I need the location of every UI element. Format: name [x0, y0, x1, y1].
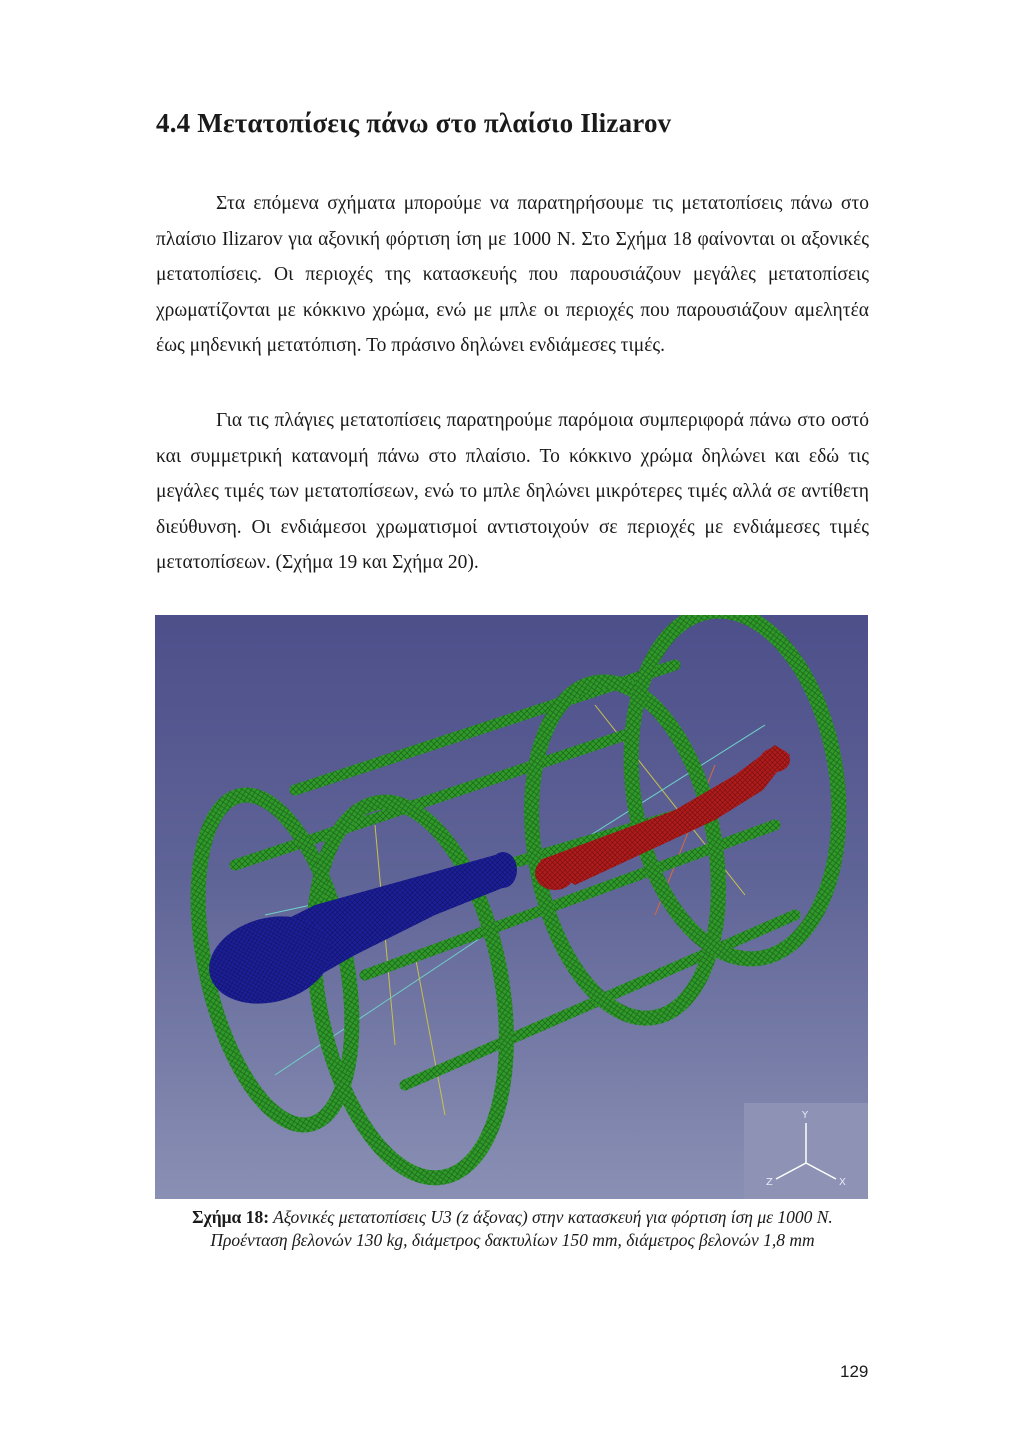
- caption-text: Αξονικές μετατοπίσεις U3 (z άξονας) στην κατασκευή για φόρτιση ίση με 1000 N. Προένταση βελονών 130 kg, διάμετρος δακτυλίων 150 mm, διάμετρος βελονών 1,8 mm: [210, 1207, 833, 1250]
- axis-triad: [744, 1103, 868, 1199]
- figure-ilizarov-displacement: [155, 615, 868, 1199]
- page-number: 129: [840, 1362, 869, 1381]
- axis-label-z: Z: [766, 1177, 773, 1188]
- paragraph-2: Για τις πλάγιες μετατοπίσεις παρατηρούμε παρόμοια συμπεριφορά πάνω στο οστό και συμμετρική κατανομή πάνω στο πλαίσιο. Το κόκκινο χρώμα δηλώνει και εδώ τις μεγάλες τιμές των μετατοπίσεων, ενώ το μπλε δηλώνει μικρότερες τιμές αλλά σε αντίθετη διεύθυνση. Οι ενδιάμεσοι χρωματισμοί αντιστοιχούν σε περιοχές με ενδιάμεσες τιμές μετατοπίσεων. (Σχήμα 19 και Σχήμα 20).: [156, 410, 869, 573]
- paragraph-1: Στα επόμενα σχήματα μπορούμε να παρατηρήσουμε τις μετατοπίσεις πάνω στο πλαίσιο Ilizarov για αξονική φόρτιση ίση με 1000 N. Στο Σχήμα 18 φαίνονται οι αξονικές μετατοπίσεις. Οι περιοχές της κατασκευής που παρουσιάζουν μεγάλες μετατοπίσεις χρωματίζονται με κόκκινο χρώμα, ενώ με μπλε οι περιοχές που παρουσιάζουν αμελητέα έως μηδενική μετατόπιση. Το πράσινο δηλώνει ενδιάμεσες τιμές.: [156, 193, 869, 356]
- axis-label-y: Y: [802, 1110, 809, 1121]
- caption-label: Σχήμα 18:: [192, 1207, 270, 1227]
- axis-label-x: X: [839, 1177, 846, 1188]
- section-heading: 4.4 Μετατοπίσεις πάνω στο πλαίσιο Ilizarov: [156, 108, 672, 138]
- figure-caption: [156, 1206, 869, 1252]
